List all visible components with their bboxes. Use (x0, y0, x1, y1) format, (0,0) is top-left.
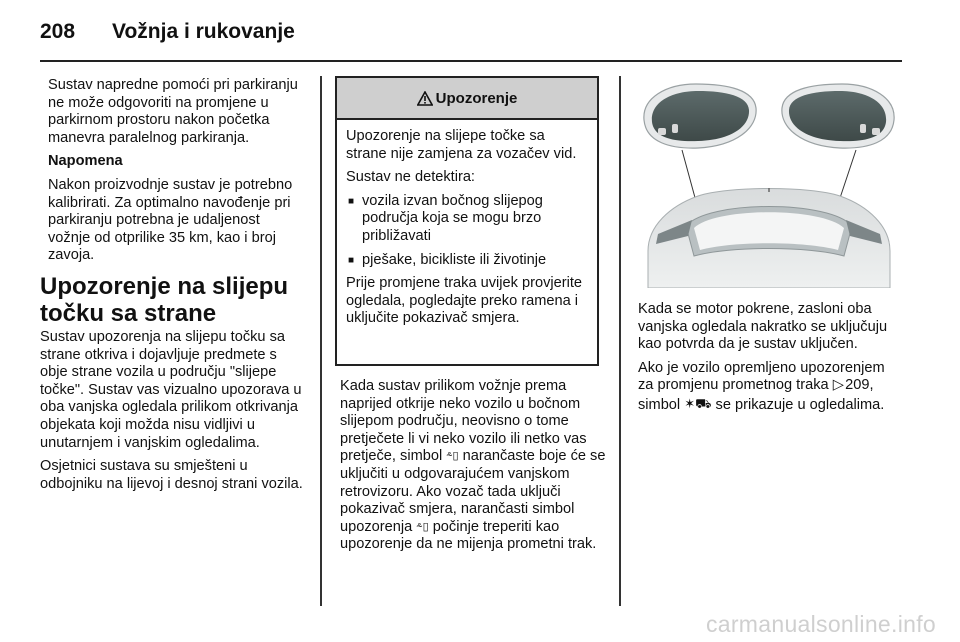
warning-list (346, 193, 589, 269)
lane-change-paragraph (638, 360, 904, 415)
warning-body (337, 120, 597, 328)
header-rule (40, 60, 902, 62)
blind-spot-paragraph (340, 378, 606, 554)
intro-paragraph: Sustav napredne pomoći pri parkiranju ne može odgovoriti na promjene u parkirnom prostoru nakon početka manevra paralelnog parkiranja. (48, 77, 298, 146)
section-title: Upozorenje na slijepu točku sa strane (40, 272, 289, 327)
section-paragraph-1: Sustav upozorenja na slijepu točku sa strane otkriva i dojavljuje predmete s obje strane vozila u području "slijepe točke". Sustav vas vizualno upozorava u oba vanjska ogledala prilikom otkrivanja objekata koji možda nisu vidljivi u unutarnjem i vanjskim ogledalima. (40, 328, 302, 451)
note-heading: Napomena (48, 153, 123, 170)
column-divider-left (320, 76, 322, 606)
warning-header (337, 78, 597, 120)
column-1 (40, 77, 304, 499)
text-run: se prikazuje u ogledalima. (711, 396, 885, 413)
watermark: carmanualsonline.info (705, 611, 936, 637)
text-run: Ako je vozilo opremljeno upozorenjem za promjenu prometnog traka (638, 359, 885, 394)
text-run: , simbol (638, 377, 874, 413)
page-reference[interactable]: 209 (845, 377, 870, 394)
column-divider-right (619, 76, 621, 606)
section-paragraph-2: Osjetnici sustava su smješteni u odbojniku na lijevoj i desnoj strani vozila. (40, 458, 303, 492)
text-run: počinje treperiti kao upozorenje da ne mijenja prometni trak. (340, 518, 597, 553)
list-item: ■ pješake, bicikliste ili životinje (346, 252, 589, 270)
warning-paragraph-2: Sustav ne detektira: (346, 169, 475, 186)
list-item: ■ vozila izvan bočnog slijepog područja koja se mogu brzo približavati (346, 193, 589, 246)
blind-spot-symbol-icon: ⸛▯ (416, 520, 429, 533)
lane-change-symbol-icon: ✶⛟ (684, 395, 712, 411)
page-number: 208 (40, 20, 76, 43)
column-3 (638, 301, 904, 421)
warning-paragraph-1: Upozorenje na slijepe točke sa strane nije zamjena za vozačev vid. (346, 128, 577, 162)
page-title: Vožnja i rukovanje (112, 20, 295, 43)
column-2 (340, 378, 606, 560)
warning-triangle-icon (417, 91, 433, 106)
page-reference-icon: ▷ (832, 377, 846, 394)
mirror-illustration (638, 76, 900, 288)
warning-paragraph-3: Prije promjene traka uvijek provjerite ogledala, pogledajte preko ramena i uključite pokazivač smjera. (346, 275, 583, 327)
note-body: Nakon proizvodnje sustav je potrebno kalibrirati. Za optimalno navođenje pri parkiranju potrebna je udaljenost vožnje od otprilike 35 km, kao i broj zavoja. (48, 176, 293, 264)
blind-spot-symbol-icon: ⸛▯ (446, 450, 459, 463)
warning-heading: Upozorenje (435, 89, 518, 107)
warning-box (335, 76, 599, 366)
startup-paragraph: Kada se motor pokrene, zasloni oba vanjska ogledala nakratko se uključuju kao potvrda da je sustav uključen. (638, 301, 888, 353)
text-run: narančaste boje će se uključiti u odgovarajućem vanjskom retrovizoru. Ako vozač tada uključi pokazivač smjera, narančasti simbol upozorenja (340, 448, 606, 535)
text-run: Kada sustav prilikom vožnje prema naprijed otkrije neko vozilo u bočnom slijepom području, neovisno o tome pretječete li vi neko vozilo ili netko vas pretječe, simbol (340, 378, 587, 465)
